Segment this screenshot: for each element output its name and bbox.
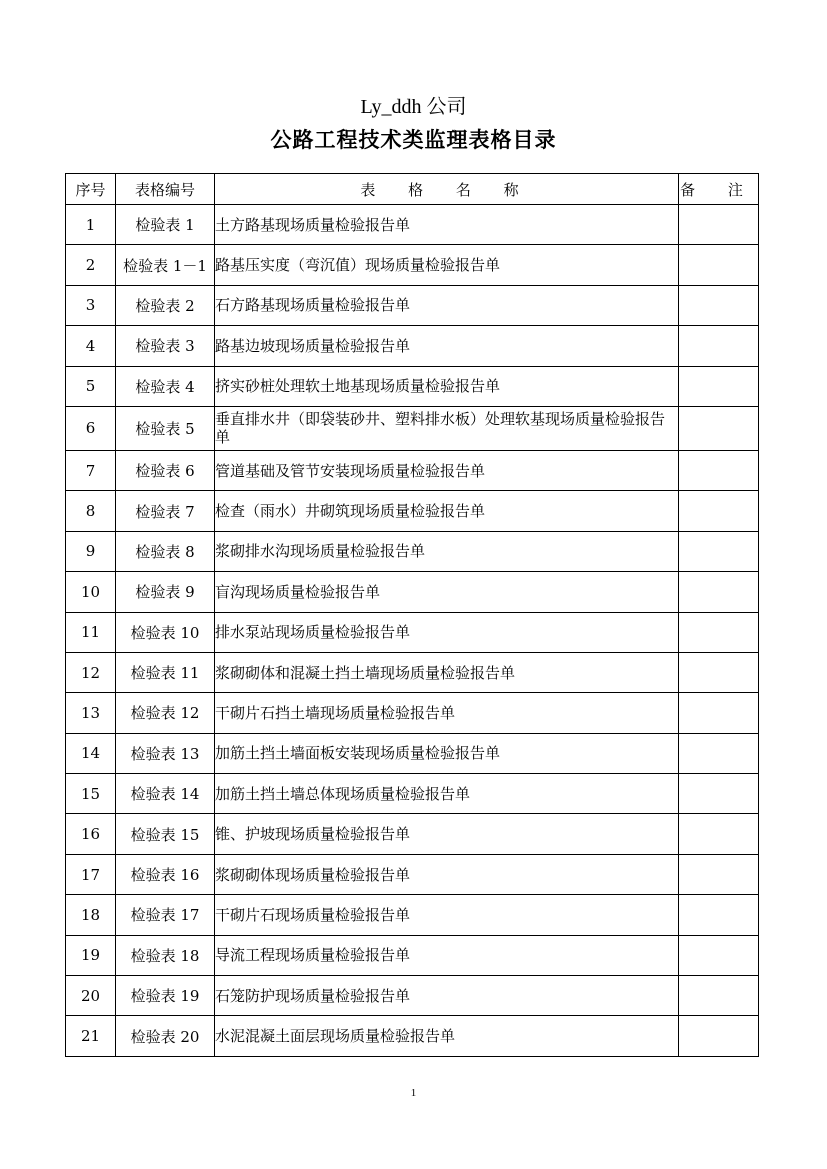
- row-remark: [679, 531, 759, 571]
- row-serial: 17: [66, 854, 116, 894]
- table-row: [66, 935, 759, 975]
- row-remark: [679, 366, 759, 406]
- row-serial: 7: [66, 450, 116, 490]
- row-form-name: 排水泵站现场质量检验报告单: [215, 612, 679, 652]
- row-serial: 3: [66, 285, 116, 325]
- row-form-name: 浆砌砌体和混凝土挡土墙现场质量检验报告单: [215, 652, 679, 692]
- table-row: [66, 531, 759, 571]
- table-row: [66, 895, 759, 935]
- row-serial: 4: [66, 326, 116, 366]
- row-serial: 18: [66, 895, 116, 935]
- row-form-name: 盲沟现场质量检验报告单: [215, 572, 679, 612]
- row-form-code: 检验表 10: [116, 612, 215, 652]
- row-serial: 16: [66, 814, 116, 854]
- table-row: [66, 652, 759, 692]
- table-header: [66, 174, 759, 205]
- row-remark: [679, 572, 759, 612]
- row-form-code: 检验表 2: [116, 285, 215, 325]
- row-form-code: 检验表 8: [116, 531, 215, 571]
- header-form-name: 表 格 名 称: [215, 174, 679, 205]
- row-serial: 2: [66, 245, 116, 285]
- row-form-name: 石笼防护现场质量检验报告单: [215, 976, 679, 1016]
- table-row: [66, 733, 759, 773]
- row-remark: [679, 814, 759, 854]
- row-form-name: 加筋土挡土墙总体现场质量检验报告单: [215, 774, 679, 814]
- row-form-code: 检验表 7: [116, 491, 215, 531]
- table-row: [66, 814, 759, 854]
- table-row: [66, 450, 759, 490]
- row-remark: [679, 406, 759, 450]
- row-serial: 5: [66, 366, 116, 406]
- row-form-name: 垂直排水井（即袋装砂井、塑料排水板）处理软基现场质量检验报告单: [215, 406, 679, 450]
- page-number: 1: [410, 1087, 417, 1099]
- row-serial: 14: [66, 733, 116, 773]
- row-remark: [679, 935, 759, 975]
- row-form-name: 干砌片石现场质量检验报告单: [215, 895, 679, 935]
- document-title: 公路工程技术类监理表格目录: [270, 127, 557, 152]
- row-form-name: 管道基础及管节安装现场质量检验报告单: [215, 450, 679, 490]
- table-row: [66, 491, 759, 531]
- row-serial: 10: [66, 572, 116, 612]
- row-serial: 12: [66, 652, 116, 692]
- table-row: [66, 854, 759, 894]
- row-serial: 1: [66, 205, 116, 245]
- row-form-name: 挤实砂桩处理软土地基现场质量检验报告单: [215, 366, 679, 406]
- table-row: [66, 406, 759, 450]
- row-form-code: 检验表 9: [116, 572, 215, 612]
- company-name: Ly_ddh 公司: [360, 96, 467, 118]
- row-form-name: 石方路基现场质量检验报告单: [215, 285, 679, 325]
- header-form-code: 表格编号: [116, 174, 215, 205]
- row-serial: 9: [66, 531, 116, 571]
- table-row: [66, 1016, 759, 1056]
- table-row: [66, 774, 759, 814]
- table-row: [66, 612, 759, 652]
- row-form-name: 土方路基现场质量检验报告单: [215, 205, 679, 245]
- row-serial: 21: [66, 1016, 116, 1056]
- row-remark: [679, 612, 759, 652]
- row-form-name: 路基边坡现场质量检验报告单: [215, 326, 679, 366]
- row-form-code: 检验表 1: [116, 205, 215, 245]
- row-remark: [679, 326, 759, 366]
- row-form-name: 水泥混凝土面层现场质量检验报告单: [215, 1016, 679, 1056]
- header-serial: 序号: [66, 174, 116, 205]
- row-form-code: 检验表 11: [116, 652, 215, 692]
- row-form-code: 检验表 5: [116, 406, 215, 450]
- row-form-code: 检验表 6: [116, 450, 215, 490]
- table-row: [66, 285, 759, 325]
- row-remark: [679, 976, 759, 1016]
- row-serial: 19: [66, 935, 116, 975]
- table-body: [66, 205, 759, 1057]
- row-form-code: 检验表 12: [116, 693, 215, 733]
- row-form-name: 浆砌砌体现场质量检验报告单: [215, 854, 679, 894]
- row-remark: [679, 205, 759, 245]
- row-form-code: 检验表 14: [116, 774, 215, 814]
- row-form-name: 导流工程现场质量检验报告单: [215, 935, 679, 975]
- table-row: [66, 976, 759, 1016]
- table-row: [66, 572, 759, 612]
- row-form-code: 检验表 17: [116, 895, 215, 935]
- row-remark: [679, 245, 759, 285]
- row-form-code: 检验表 1－1: [116, 245, 215, 285]
- row-serial: 6: [66, 406, 116, 450]
- row-serial: 15: [66, 774, 116, 814]
- row-form-name: 浆砌排水沟现场质量检验报告单: [215, 531, 679, 571]
- row-remark: [679, 491, 759, 531]
- table-row: [66, 245, 759, 285]
- row-serial: 20: [66, 976, 116, 1016]
- row-form-name: 检查（雨水）井砌筑现场质量检验报告单: [215, 491, 679, 531]
- row-form-code: 检验表 18: [116, 935, 215, 975]
- table-row: [66, 205, 759, 245]
- row-form-name: 路基压实度（弯沉值）现场质量检验报告单: [215, 245, 679, 285]
- row-remark: [679, 652, 759, 692]
- row-remark: [679, 285, 759, 325]
- row-form-code: 检验表 4: [116, 366, 215, 406]
- row-form-name: 加筋土挡土墙面板安装现场质量检验报告单: [215, 733, 679, 773]
- catalog-table: [65, 173, 759, 1057]
- row-form-code: 检验表 15: [116, 814, 215, 854]
- row-form-code: 检验表 16: [116, 854, 215, 894]
- row-remark: [679, 450, 759, 490]
- row-serial: 13: [66, 693, 116, 733]
- table-row: [66, 693, 759, 733]
- table-row: [66, 366, 759, 406]
- table-row: [66, 326, 759, 366]
- row-serial: 8: [66, 491, 116, 531]
- row-form-code: 检验表 19: [116, 976, 215, 1016]
- row-remark: [679, 854, 759, 894]
- row-remark: [679, 1016, 759, 1056]
- row-serial: 11: [66, 612, 116, 652]
- row-form-name: 干砌片石挡土墙现场质量检验报告单: [215, 693, 679, 733]
- row-form-code: 检验表 20: [116, 1016, 215, 1056]
- row-remark: [679, 733, 759, 773]
- row-form-name: 锥、护坡现场质量检验报告单: [215, 814, 679, 854]
- row-form-code: 检验表 13: [116, 733, 215, 773]
- row-remark: [679, 774, 759, 814]
- row-remark: [679, 693, 759, 733]
- row-form-code: 检验表 3: [116, 326, 215, 366]
- row-remark: [679, 895, 759, 935]
- header-remark: 备 注: [679, 174, 759, 205]
